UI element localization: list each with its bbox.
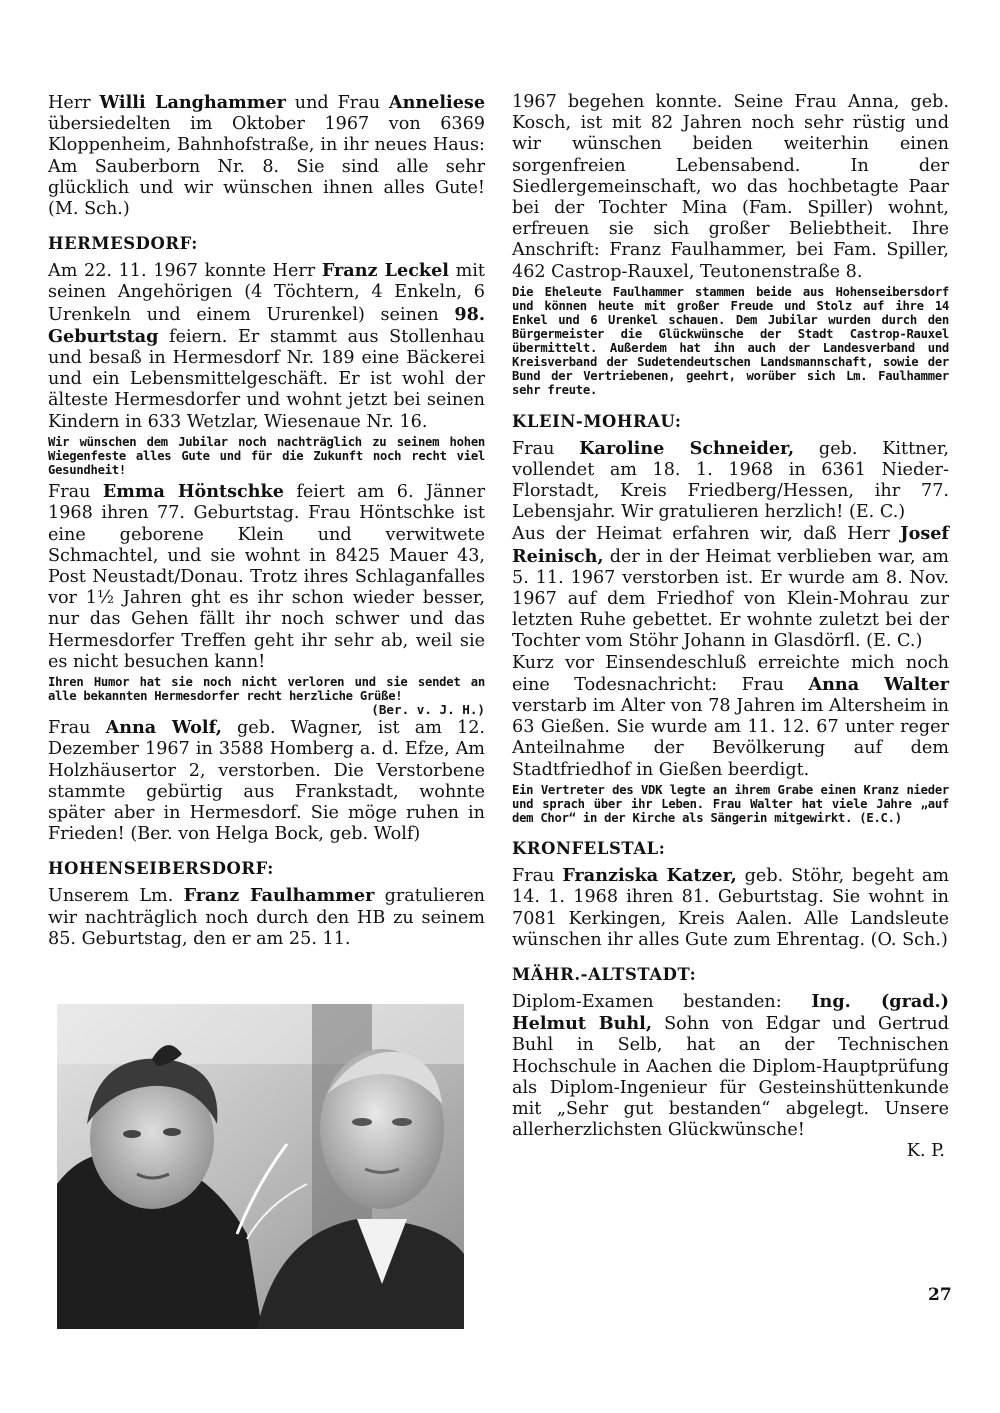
heading-klein-mohrau: KLEIN-MOHRAU: (512, 411, 682, 431)
article-reinisch: Aus der Heimat erfahren wir, daß Herr Josef Reinisch, der in der Heimat verblieben war, am 5. 11. 1967 verstorben ist. Er wurde am 8. Nov. 1967 auf dem Friedhof von Klein-Mohrau zur letzten Ruhe gebettet. Er wohnte zuletzt bei der Tochter vom Stöhr Johann in Glasdörfl. (E. C.) (512, 523, 949, 652)
article-faulhammer-cont: 1967 begehen konnte. Seine Frau Anna, geb. Kosch, ist mit 82 Jahren noch sehr rüstig und wir wünschen beiden weiterhin einen sorgenfreien Lebensabend. In der Siedlergemeinschaft, wo das hochbetagte Paar bei der Tochter Mina (Fam. Spiller) wohnt, erfreuen sie sich großer Beliebtheit. Ihre Anschrift: Franz Faulhammer, bei Fam. Spiller, 462 Castrop-Rauxel, Teutonenstraße 8. (512, 92, 949, 282)
note-faulhammer: Die Eheleute Faulhammer stammen beide aus Hohenseibersdorf und können heute mit großer Freude und Stolz auf ihre 14 Enkel und 6 Urenkel schauen. Dem Jubilar wurden durch den Bürgermeister die Glückwünsche der Stadt Castrop-Rauxel übermittelt. Außerdem hat ihn auch der Landesverband und Kreisverband der Sudetendeutschen Landsmannschaft, sowie der Bund der Vertriebenen, geehrt, worüber sich Lm. Faulhammer sehr freute. (512, 284, 949, 398)
article-leckel: Am 22. 11. 1967 konnte Herr Franz Leckel mit seinen Angehörigen (4 Töchtern, 4 Enkeln, 6 Urenkeln und einem Ururenkel) seinen 98. Geburtstag feiern. Er stammt aus Stollenhau und besaß in Hermesdorf Nr. 189 eine Bäckerei und ein Lebensmittelgeschäft. Er ist wohl der älteste Hermesdorfer und wohnt jetzt bei seinen Kindern in 633 Wetzlar, Wiesenaue Nr. 16. (48, 260, 485, 432)
article-walter: Kurz vor Einsendeschluß erreichte mich noch eine Todesnachricht: Frau Anna Walter verstarb im Alter von 78 Jahren im Altersheim in 63 Gießen. Sie wurde am 11. 12. 67 unter reger Anteilnahme der Bevölkerung auf dem Stadtfriedhof in Gießen beerdigt. (512, 652, 949, 780)
note-leckel: Wir wünschen dem Jubilar noch nachträglich zu seinem hohen Wiegenfeste alles Gute und für die Zukunft noch recht viel Gesundheit! (48, 434, 485, 478)
article-buhl: Diplom-Examen bestanden: Ing. (grad.) Helmut Buhl, Sohn von Edgar und Gertrud Buhl in Selb, hat an der Technischen Hochschule in Aachen die Diplom-Hauptprüfung als Diplom-Ingenieur für Gesteinshüttenkunde mit „Sehr gut bestanden“ abgelegt. Unsere allerherzlichsten Glückwünsche! (512, 990, 949, 1141)
photo-image (57, 1004, 464, 1329)
heading-kronfelstal: KRONFELSTAL: (512, 839, 666, 859)
article-wolf: Frau Anna Wolf, geb. Wagner, ist am 12. Dezember 1967 in 3588 Homberg a. d. Efze, Am Holzhäusertor 2, verstorben. Die Verstorbene stammte gebürtig aus Frankstadt, wohnte später aber in Hermesdorf. Sie möge ruhen in Frieden! (Ber. von Helga Bock, geb. Wolf) (48, 717, 486, 845)
signature-buhl: K. P. (906, 1141, 945, 1162)
heading-hermesdorf: HERMESDORF: (48, 234, 198, 254)
heading-hohenseibersdorf: HOHENSEIBERSDORF: (48, 859, 274, 879)
left-column (48, 92, 485, 950)
article-langhammer: Herr Willi Langhammer und Frau Anneliese übersiedelten im Oktober 1967 von 6369 Kloppenheim, Bahnhofstraße, in ihr neues Haus: Am Sauberborn Nr. 8. Sie sind alle sehr glücklich und wir wünschen ihnen alles Gute! (M. Sch.) (48, 92, 486, 220)
article-katzer: Frau Franziska Katzer, geb. Stöhr, begeht am 14. 1. 1968 ihren 81. Geburtstag. Sie wohnt in 7081 Kerkingen, Kreis Aalen. Alle Landsleute wünschen ihr alles Gute zum Ehrentag. (O. Sch.) (512, 865, 949, 950)
page-number: 27 (928, 1285, 952, 1305)
article-hoentschke: Frau Emma Höntschke feiert am 6. Jänner 1968 ihren 77. Geburtstag. Frau Höntschke ist eine geborene Klein und verwitwete Schmachtel, und sie wohnt in 8425 Mauer 43, Post Neustadt/Donau. Trotz ihres Schlaganfalles vor 1½ Jahren ght es ihr schon wieder besser, nur das Gehen fällt ihr noch schwer und das Hermesdorfer Treffen geht ihr sehr ab, weil sie es nicht besuchen kann! (48, 481, 485, 672)
article-faulhammer: Unserem Lm. Franz Faulhammer gratulieren wir nachträglich noch durch den HB zu seinem 85. Geburtstag, den er am 25. 11. (48, 885, 485, 949)
signature-hoentschke: (Ber. v. J. H.) (371, 702, 485, 718)
note-hoentschke: Ihren Humor hat sie noch nicht verloren und sie sendet an alle bekannten Hermesdorfer recht herzliche Grüße! (48, 674, 485, 704)
article-schneider: Frau Karoline Schneider, geb. Kittner, vollendet am 18. 1. 1968 in 6361 Nieder-Florstadt, Kreis Friedberg/Hessen, ihr 77. Lebensjahr. Wir gratulieren herzlich! (E. C.) (512, 437, 949, 523)
heading-maehr-altstadt: MÄHR.-ALTSTADT: (512, 964, 697, 984)
photo-faulhammer-couple (57, 1004, 464, 1329)
note-walter: Ein Vertreter des VDK legte an ihrem Grabe einen Kranz nieder und sprach über ihr Leben. Frau Walter hat viele Jahre „auf dem Chor“ in der Kirche als Sängerin mitgewirkt. (E.C.) (512, 782, 949, 826)
right-column (512, 92, 949, 1162)
